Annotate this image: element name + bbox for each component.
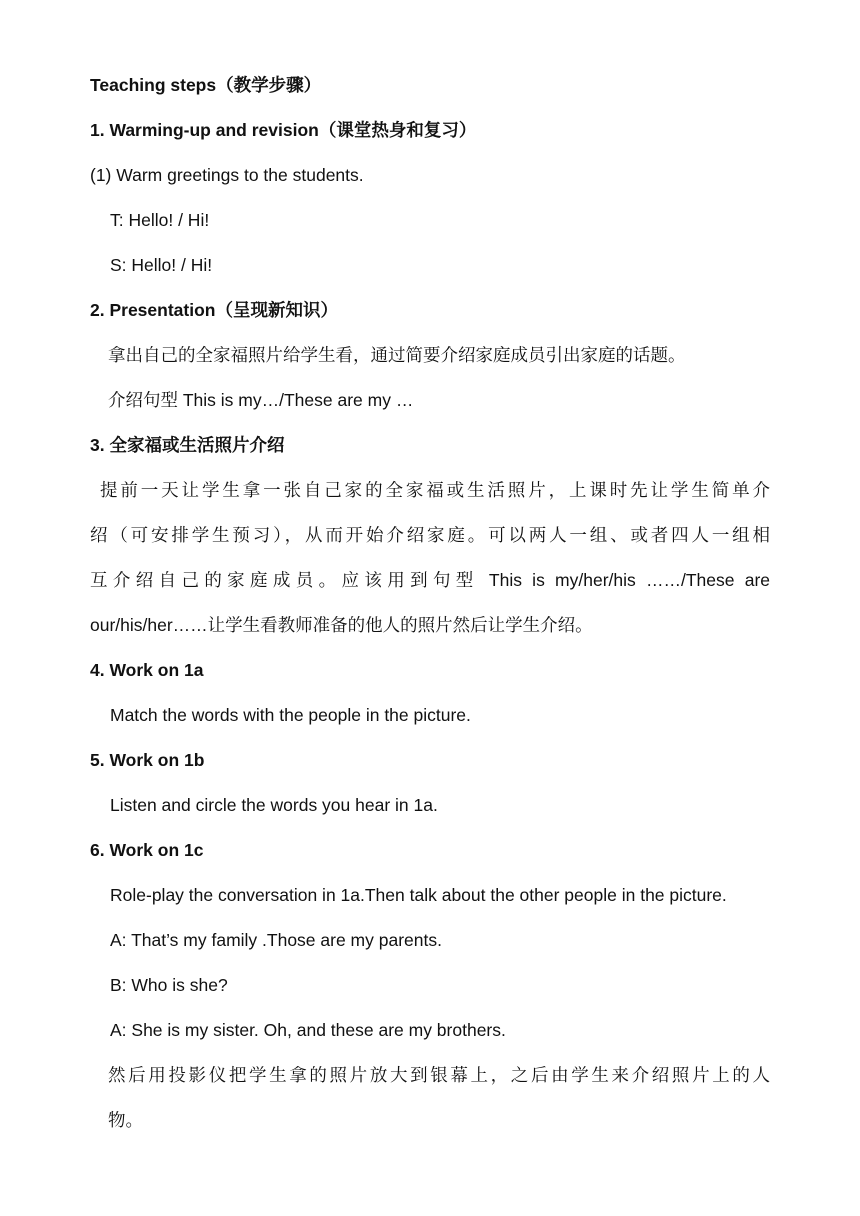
section-2-heading: 2. Presentation（呈现新知识） bbox=[90, 300, 338, 320]
dialogue-b-1: B: Who is she? bbox=[110, 975, 228, 995]
section-3-line-2: 绍（可安排学生预习），从而开始介绍家庭。可以两人一组、或者四人一组相 bbox=[90, 525, 770, 545]
section-6-text: Role-play the conversation in 1a.Then talk about the other people in the picture. bbox=[110, 885, 727, 905]
section-3-line-4: our/his/her……让学生看教师准备的他人的照片然后让学生介绍。 bbox=[90, 615, 593, 635]
section-1-heading: 1. Warming-up and revision（课堂热身和复习） bbox=[90, 120, 477, 140]
section-2-paragraph-1: 拿出自己的全家福照片给学生看，通过简要介绍家庭成员引出家庭的话题。 bbox=[108, 345, 686, 365]
section-1-student-line: S: Hello! / Hi! bbox=[110, 255, 213, 275]
section-6-paragraph-2: 物。 bbox=[108, 1110, 143, 1130]
section-1-item: (1) Warm greetings to the students. bbox=[90, 165, 364, 185]
section-2-paragraph-2: 介绍句型 This is my…/These are my … bbox=[108, 390, 414, 410]
section-3-heading: 3. 全家福或生活照片介绍 bbox=[90, 435, 285, 455]
dialogue-a-2: A: She is my sister. Oh, and these are my brothers. bbox=[110, 1020, 506, 1040]
section-4-text: Match the words with the people in the picture. bbox=[110, 705, 471, 725]
section-5-text: Listen and circle the words you hear in 1a. bbox=[110, 795, 438, 815]
section-6-heading: 6. Work on 1c bbox=[90, 840, 204, 860]
section-1-teacher-line: T: Hello! / Hi! bbox=[110, 210, 210, 230]
section-3-line-3: 互介绍自己的家庭成员。应该用到句型 This is my/her/his ……/These are bbox=[90, 570, 770, 590]
doc-title: Teaching steps（教学步骤） bbox=[90, 75, 322, 95]
section-5-heading: 5. Work on 1b bbox=[90, 750, 205, 770]
section-6-paragraph-1: 然后用投影仪把学生拿的照片放大到银幕上，之后由学生来介绍照片上的人 bbox=[108, 1065, 770, 1085]
section-3-line-1: 提前一天让学生拿一张自己家的全家福或生活照片，上课时先让学生简单介 bbox=[100, 480, 770, 500]
section-4-heading: 4. Work on 1a bbox=[90, 660, 204, 680]
dialogue-a-1: A: That’s my family .Those are my parents. bbox=[110, 930, 442, 950]
